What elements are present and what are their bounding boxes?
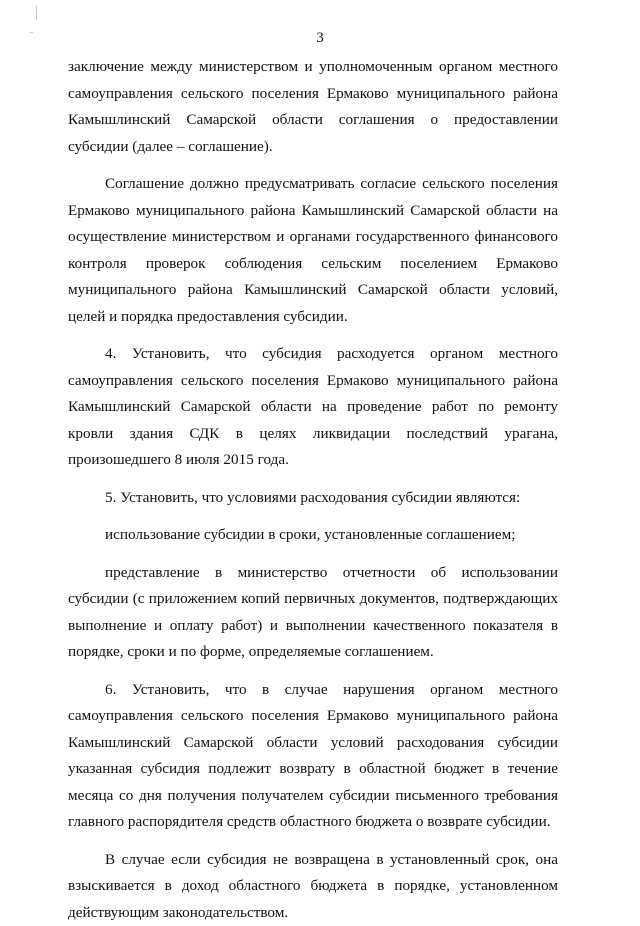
paragraph-condition-usage: использование субсидии в сроки, установленные соглашением; xyxy=(68,522,558,549)
page-number: 3 xyxy=(0,30,640,47)
paragraph-item-5: 5. Установить, что условиями расходования субсидии являются: xyxy=(68,485,558,512)
paragraph-agreement-continuation: заключение между министерством и уполномоченным органом местного самоуправления сельского поселения Ермаково муниципального района Камышлинский Самарской области соглашения о предоставлении субсидии (далее – соглашение). xyxy=(68,54,558,160)
paragraph-condition-reporting: представление в министерство отчетности об использовании субсидии (с приложением копий первичных документов, подтверждающих выполнение и оплату работ) и выполнении качественного показателя в порядке, сроки и по форме, определяемые соглашением. xyxy=(68,560,558,666)
document-body xyxy=(68,54,558,926)
scan-edge-mark xyxy=(36,6,37,20)
paragraph-item-4: 4. Установить, что субсидия расходуется органом местного самоуправления сельского поселения Ермаково муниципального района Камышлинский Самарской области на проведение работ по ремонту кровли здания СДК в целях ликвидации последствий урагана, произошедшего 8 июля 2015 года. xyxy=(68,341,558,474)
paragraph-item-6: 6. Установить, что в случае нарушения органом местного самоуправления сельского поселения Ермаково муниципального района Камышлинский Самарской области условий расходования субсидии указанная субсидия подлежит возврату в областной бюджет в течение месяца со дня получения получателем субсидии письменного требования главного распорядителя средств областного бюджета о возврате субсидии. xyxy=(68,677,558,836)
paragraph-recovery: В случае если субсидия не возвращена в установленный срок, она взыскивается в доход областного бюджета в порядке, установленном действующим законодательством. xyxy=(68,847,558,926)
paragraph-agreement-consent: Соглашение должно предусматривать согласие сельского поселения Ермаково муниципального района Камышлинский Самарской области на осуществление министерством и органами государственного финансового контроля проверок соблюдения сельским поселением Ермаково муниципального района Камышлинский Самарской области условий, целей и порядка предоставления субсидии. xyxy=(68,171,558,330)
